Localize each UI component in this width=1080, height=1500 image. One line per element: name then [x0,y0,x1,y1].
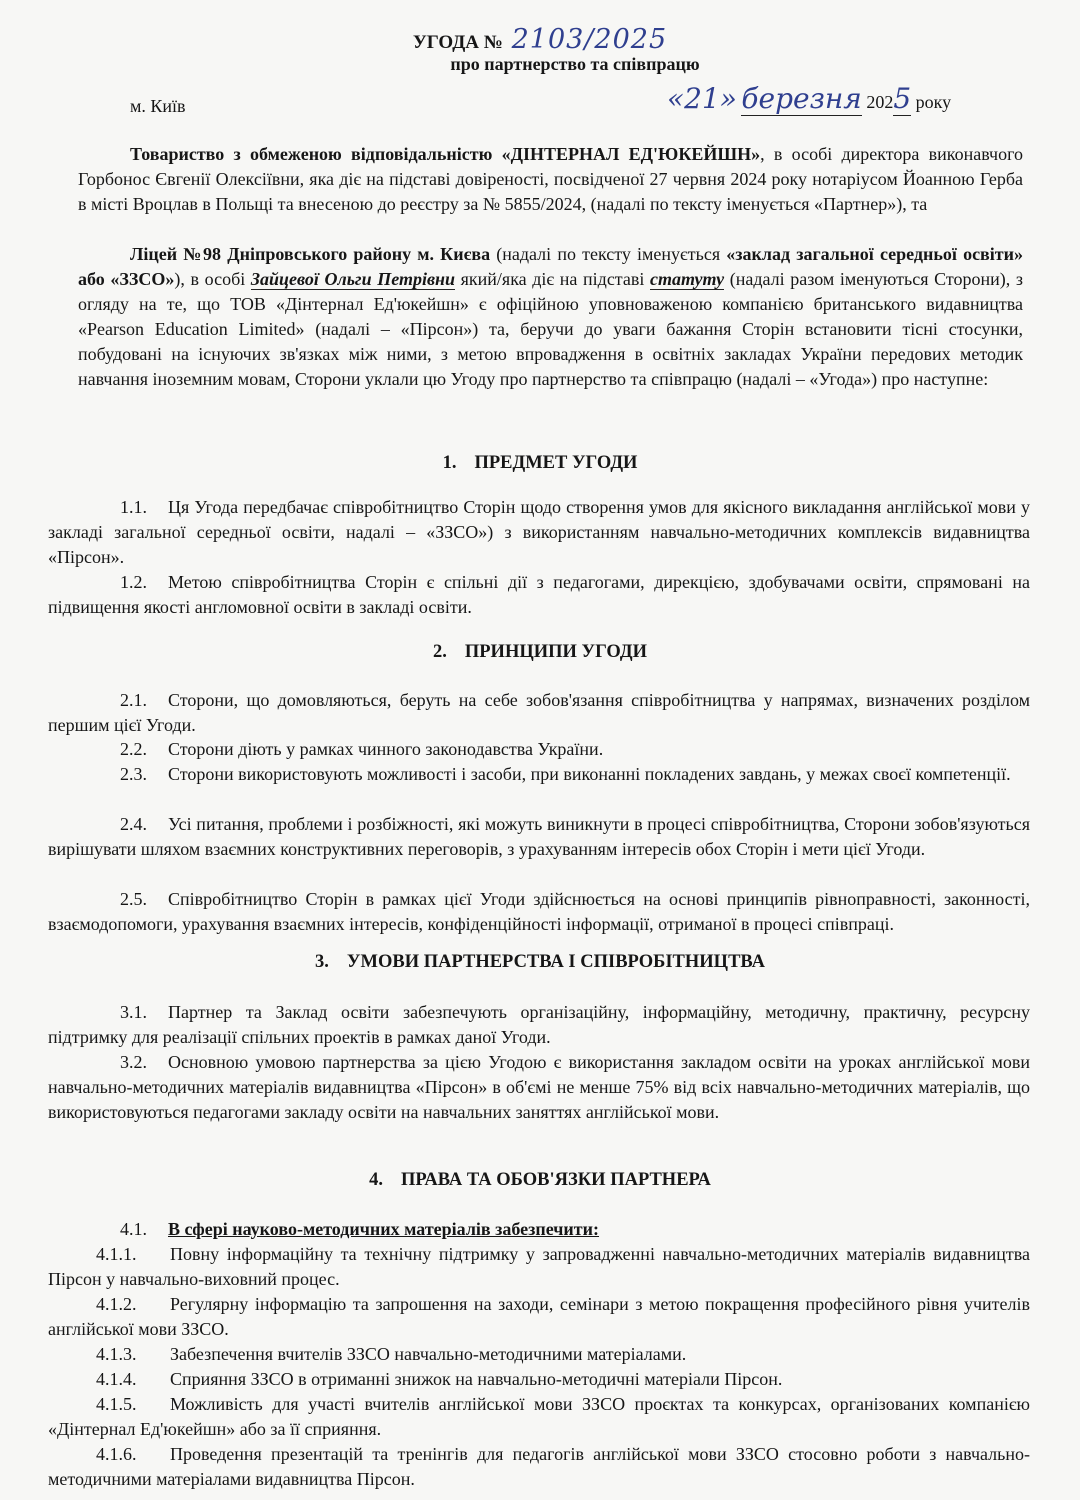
clause-4-1-1: 4.1.1. Повну інформаційну та технічну підтримку у запровадженні навчально-методичних матеріалів видавництва Пірсон у навчально-виховний процес. [48,1244,1030,1289]
representative-name: Зайцевої Ольги Петрівни [250,269,455,289]
agreement-number: 2103/2025 [511,24,668,55]
preamble-partner [78,142,1023,217]
section-heading-2: 2. ПРИНЦИПИ УГОДИ [432,642,647,662]
clause-4-1-2: 4.1.2. Регулярну інформацію та запрошення на заходи, семінари з метою покращення професійного рівня учителів англійської мови ЗЗСО. [48,1294,1030,1339]
section-heading-4: 4. ПРАВА ТА ОБОВ'ЯЗКИ ПАРТНЕРА [369,1170,711,1190]
clause-4-1: 4.1. В сфері науково-методичних матеріалів забезпечити: [120,1219,600,1239]
date-year-prefix: 202 [866,92,894,112]
basis-document: статуту [650,269,725,289]
clause-4-1-6: 4.1.6. Проведення презентацій та тренінгів для педагогів англійської мови ЗЗСО стосовно роботи з навчально-методичними матеріалами видавництва Пірсон. [48,1444,1030,1489]
partner-text: , в особі директора виконавчого Горбонос Євгенії Олексіївни, яка діє на підставі довіреності, посвідченої 27 червня 2024 року нотаріусом Йоанною Герба в місті Вроцлав в Польщі та внесеною до реєстру за № 5855/2024, (надалі по тексту іменується «Партнер»), та [78,144,1024,214]
school-name: Ліцей №98 Дніпровського району м. Києва [130,244,491,264]
clause-2-2: 2.2. Сторони діють у рамках чинного законодавства України. [120,739,604,759]
section-heading-3: 3. УМОВИ ПАРТНЕРСТВА І СПІВРОБІТНИЦТВА [315,952,765,972]
clause-3-2: 3.2. Основною умовою партнерства за цією Угодою є використання закладом освіти на уроках англійської мови навчально-методичних матеріалів видавництва «Пірсон» в об'ємі не менше 75% від всіх навчально-методичних матеріалів, що використовуються педагогами закладу освіти на навчальних заняттях англійської мови. [48,1052,1030,1122]
clause-4-1-5: 4.1.5. Можливість для участі вчителів англійської мови ЗЗСО проєктах та конкурсах, організованих компанією «Дінтернал Ед'юкейшн» або за її сприяння. [48,1394,1030,1439]
clause-2-3: 2.3. Сторони використовують можливості і засоби, при виконанні покладених завдань, у межах своєї компетенції. [120,764,1011,784]
school-text-3: який/яка діє на підставі [455,269,651,289]
school-text-1: (надалі по тексту іменується [490,244,727,264]
section-heading-1: 1. ПРЕДМЕТ УГОДИ [442,453,638,473]
school-text-2: ), в особі [174,269,251,289]
clause-2-1: 2.1. Сторони, що домовляються, беруть на себе зобов'язання співробітництва у напрямах, визначених розділом першим цієї Угоди. [48,690,1030,735]
date-open: « [667,82,685,115]
clause-2-4: 2.4. Усі питання, проблеми і розбіжності, які можуть виникнути в процесі співробітництва, Сторони зобов'язуються вирішувати шляхом взаємних конструктивних переговорів, з урахуванням інтересів обох Сторін і мети цієї Угоди. [48,814,1030,859]
clause-1-2: 1.2. Метою співробітництва Сторін є спільні дії з педагогами, дирекцією, здобувачами освіти, спрямовані на підвищення якості англомовної освіти в закладі освіти. [48,572,1030,617]
date-month: березня [741,82,862,115]
clause-2-5: 2.5. Співробітництво Сторін в рамках цієї Угоди здійснюється на основі принципів рівноправності, законності, взаємодопомоги, урахування взаємних інтересів, конфіденційності інформації, отриманої в процесі співпраці. [48,889,1030,934]
date-year-suffix: 5 [893,82,912,115]
title-text: УГОДА № [412,32,503,53]
clause-4-1-4: 4.1.4. Сприяння ЗЗСО в отриманні знижок на навчально-методичні матеріали Пірсон. [96,1369,783,1389]
agreement-date [667,82,951,115]
school-text-4: (надалі разом іменуються Сторони), з огляду на те, що ТОВ «Дінтернал Ед'юкейшн» є офіційною уповноваженою компанією британського видавництва «Pearson Education Limited» (надалі – «Пірсон») та, беручи до уваги бажання Сторін встановити тісні стосунки, побудовані на існуючих зв'язках між ними, з метою впровадження в освітніх закладах України передових методик навчання іноземним мовам, Сторони уклали цю Угоду про партнерство та співпрацю (надалі – «Угода») про наступне: [78,269,1023,389]
city: м. Київ [130,96,186,116]
document-subtitle: про партнерство та співпрацю [450,54,700,74]
school-alias: «заклад загальної середньої освіти» або «ЗЗСО» [78,244,1023,289]
partner-name: Товариство з обмеженою відповідальністю «ДІНТЕРНАЛ ЕД'ЮКЕЙШН» [130,144,761,164]
clause-4-1-3: 4.1.3. Забезпечення вчителів ЗЗСО навчально-методичними матеріалами. [96,1344,687,1364]
clause-3-1: 3.1. Партнер та Заклад освіти забезпечують організаційну, інформаційну, методичну, практичну, ресурсну підтримку для реалізації спільних проектів в рамках даної Угоди. [48,1002,1030,1047]
date-close: » [719,82,737,115]
document-title [0,24,1080,55]
preamble-school [78,242,1023,392]
clause-1-1: 1.1. Ця Угода передбачає співробітництво Сторін щодо створення умов для якісного викладання англійської мови у закладі загальної середньої освіти, надалі – «ЗЗСО») з використанням навчально-методичних комплексів видавництва «Пірсон». [48,497,1030,567]
date-day: 21 [684,82,720,115]
date-word: року [915,92,952,112]
